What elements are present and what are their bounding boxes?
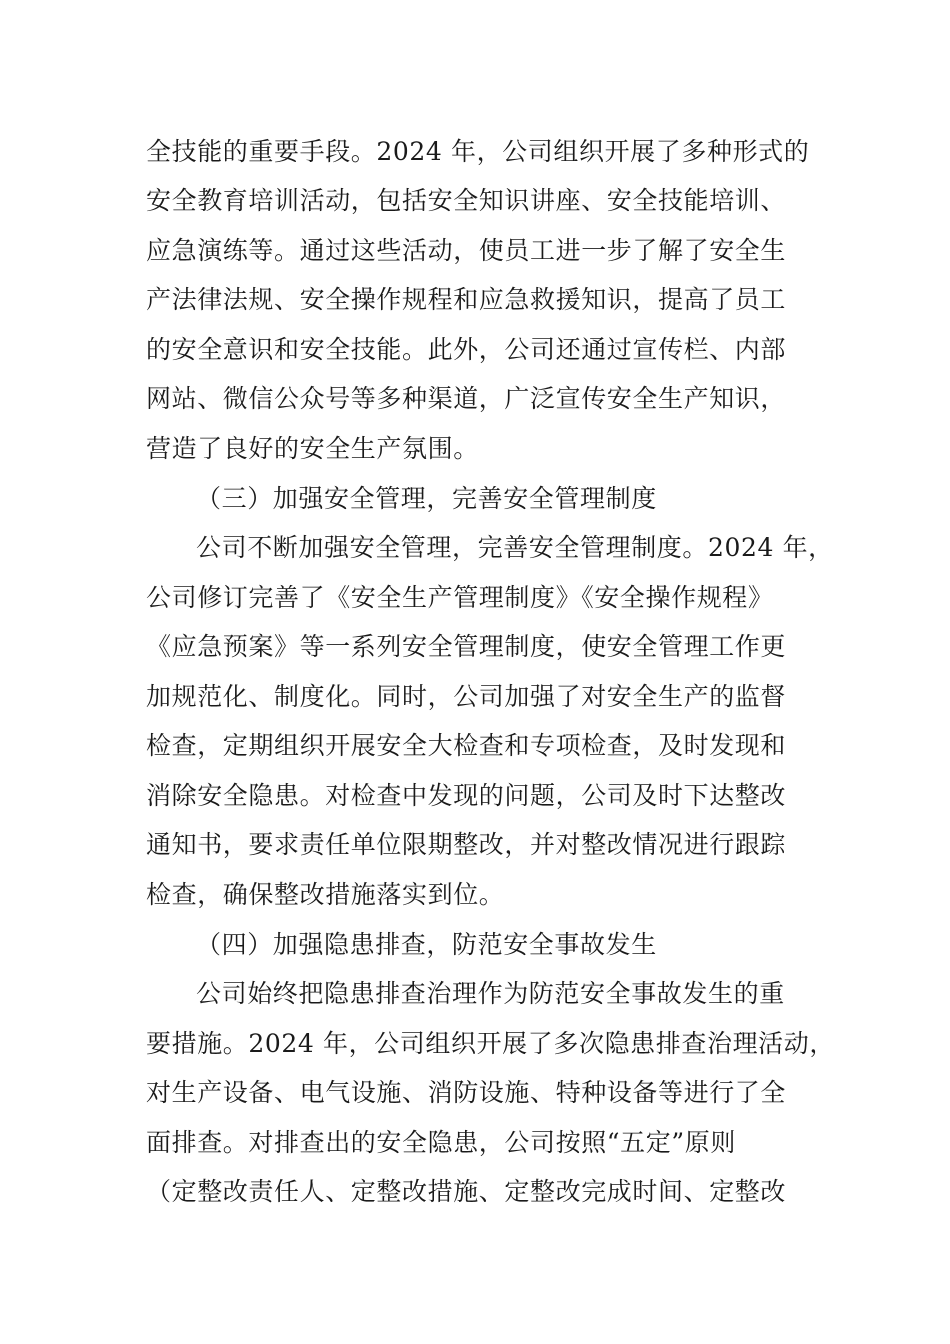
text-line: 公司修订完善了《安全生产管理制度》《安全操作规程》: [146, 583, 774, 612]
text-line: 对生产设备、电气设施、消防设施、特种设备等进行了全: [146, 1078, 787, 1107]
text-line: 通知书，要求责任单位限期整改，并对整改情况进行跟踪: [146, 830, 787, 859]
paragraph-first-line: 公司不断加强安全管理，完善安全管理制度。2024 年，: [196, 533, 834, 562]
text-line: 全技能的重要手段。2024 年，公司组织开展了多种形式的: [146, 137, 810, 166]
text-line: 要措施。2024 年，公司组织开展了多次隐患排查治理活动，: [146, 1029, 835, 1058]
text-line: 加规范化、制度化。同时，公司加强了对安全生产的监督: [146, 682, 787, 711]
text-line: （定整改责任人、定整改措施、定整改完成时间、定整改: [146, 1177, 787, 1206]
paragraph-first-line: 公司始终把隐患排查治理作为防范安全事故发生的重: [196, 979, 785, 1008]
text-line: 检查，确保整改措施落实到位。: [146, 880, 505, 909]
text-line: 产法律法规、安全操作规程和应急救援知识，提高了员工: [146, 285, 787, 314]
section-heading: （四）加强隐患排查，防范安全事故发生: [196, 930, 657, 959]
text-line: 营造了良好的安全生产氛围。: [146, 434, 479, 463]
text-line: 检查，定期组织开展安全大检查和专项检查，及时发现和: [146, 731, 787, 760]
text-line: 网站、微信公众号等多种渠道，广泛宣传安全生产知识，: [146, 384, 787, 413]
text-line: 消除安全隐患。对检查中发现的问题，公司及时下达整改: [146, 781, 787, 810]
section-heading: （三）加强安全管理，完善安全管理制度: [196, 484, 657, 513]
text-line: 面排查。对排查出的安全隐患，公司按照“五定”原则: [146, 1128, 736, 1157]
text-line: 的安全意识和安全技能。此外，公司还通过宣传栏、内部: [146, 335, 787, 364]
text-line: 应急演练等。通过这些活动，使员工进一步了解了安全生: [146, 236, 787, 265]
text-line: 安全教育培训活动，包括安全知识讲座、安全技能培训、: [146, 186, 787, 215]
text-line: 《应急预案》等一系列安全管理制度，使安全管理工作更: [146, 632, 787, 661]
